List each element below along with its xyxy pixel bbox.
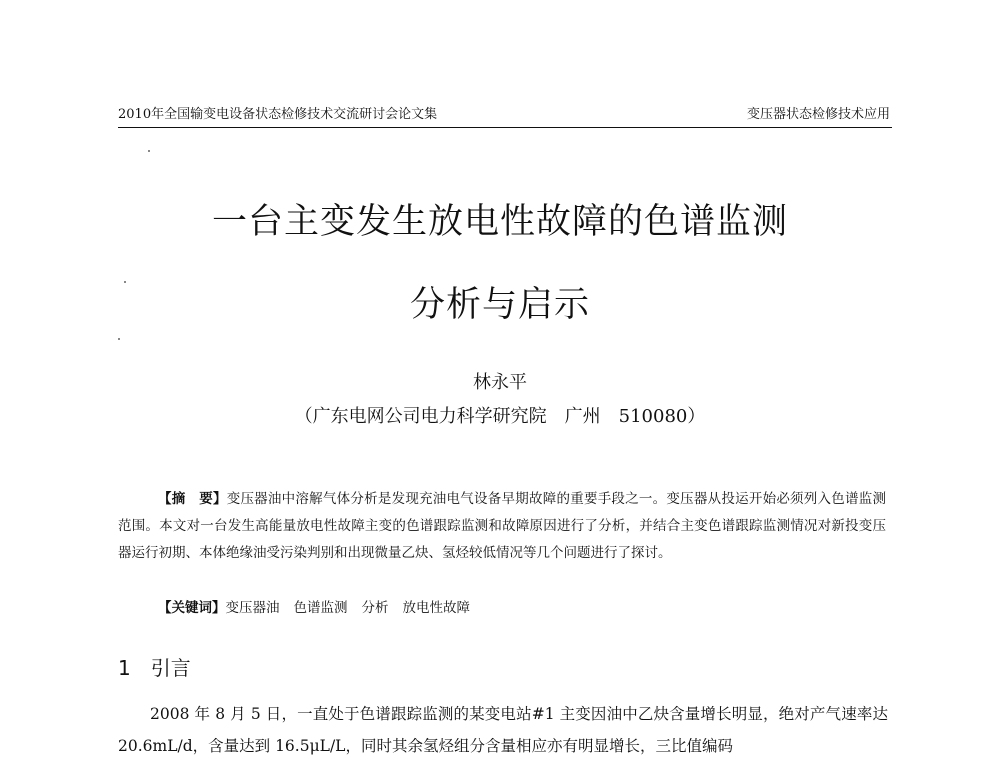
paper-title-line-2: 分析与启示 <box>409 285 590 325</box>
scan-speck <box>148 150 150 152</box>
keywords-label: 【关键词】 <box>158 600 226 616</box>
running-header-right: 变压器状态检修技术应用 <box>746 107 890 122</box>
section-heading <box>118 652 191 681</box>
paper-title-line-1: 一台主变发生放电性故障的色谱监测 <box>211 202 788 242</box>
keyword: 分析 <box>361 600 389 616</box>
running-header-left: 2010年全国输变电设备状态检修技术交流研讨会论文集 <box>118 107 438 122</box>
abstract <box>118 486 886 567</box>
keyword: 变压器油 <box>225 600 280 616</box>
section-number: 1 <box>118 656 131 680</box>
section-title: 引言 <box>150 656 191 680</box>
keywords <box>158 595 888 621</box>
abstract-label: 【摘 要】 <box>158 491 227 507</box>
scan-speck <box>118 338 120 340</box>
abstract-text: 变压器油中溶解气体分析是发现充油电气设备早期故障的重要手段之一。变压器从投运开始必须列入色谱监测范围。本文对一台发生高能量放电性故障主变的色谱跟踪监测和故障原因进行了分析，并结合主变色谱跟踪监测情况对新投变压器运行初期、本体绝缘油受污染判别和出现微量乙炔、氢烃较低情况等几个问题进行了探讨。 <box>118 491 886 561</box>
keyword: 色谱监测 <box>293 600 348 616</box>
running-header <box>118 103 892 128</box>
author-name: 林永平 <box>473 372 527 393</box>
author-affiliation: （广东电网公司电力科学研究院 广州 510080） <box>294 406 706 427</box>
keyword: 放电性故障 <box>402 600 470 616</box>
body-paragraph: 2008 年 8 月 5 日，一直处于色谱跟踪监测的某变电站#1 主变因油中乙炔含量增长明显，绝对产气速率达 20.6mL/d，含量达到 16.5μL/L，同时其余氢烃组分含量相应亦有明显增长，三比值编码 <box>118 705 888 755</box>
